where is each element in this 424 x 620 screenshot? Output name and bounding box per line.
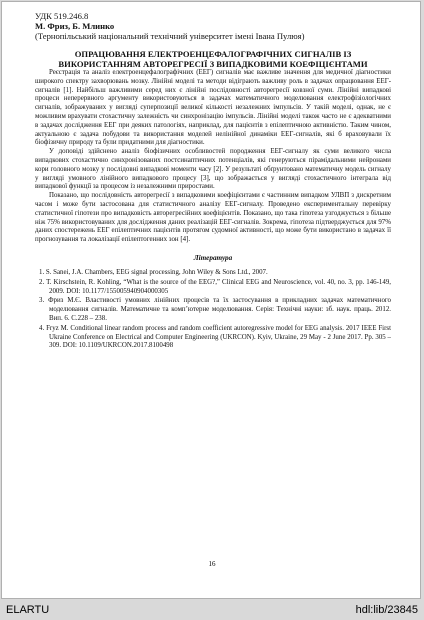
page-content bbox=[35, 11, 391, 352]
reference-item: 2. T. Kirschstein, R. Kohling, “What is the source of the EEG?,” Clinical EEG and Neuroscience, vol. 40, no. 3, pp. 146-149, 2009. DOI: 10.1177/155005940904000305 bbox=[39, 278, 391, 295]
footer-handle-label: hdl:lib/23845 bbox=[355, 604, 418, 616]
page-number: 16 bbox=[208, 560, 216, 568]
article-title: ОПРАЦЮВАННЯ ЕЛЕКТРОЕНЦЕФАЛОГРАФІЧНИХ СИГНАЛІВ ІЗ ВИКОРИСТАННЯМ АВТОРЕГРЕСІЇ З ВИПАДКОВИМИ КОЕФІЦІЄНТАМИ bbox=[58, 49, 368, 69]
reference-item: 1. S. Sanei, J.A. Chambers, EEG signal processing, John Wiley & Sons Ltd., 2007. bbox=[39, 268, 268, 276]
paragraph-intro: Реєстрація та аналіз електроенцефалографічних (ЕЕГ) сигналів має важливе значення для медичної діагностики широкого спектру захворювань мозку. Лінійні моделі та методи відіграють важливу роль в задачах опрацювання ЕЕГ-сигналів [1]. Найбільш важливими серед них є лінійні послідовності авторегресії ковзної суми. Лінійні випадкові процеси неперервного аргументу використовуються в задачах математичного моделювання електрофізіологічних сигналів, зображуваних у вигляді суперпозиції великої кількості незалежних імпульсів. У такій моделі, однак, не є можливим врахувати стохастичну залежність чи синхронізацію імпульсів. Лінійні моделі також часто не є адекватними в задачах дослідження ЕЕГ при деяких патологіях, наприклад, для пацієнтів з епілептичною активністю. Таким чином, актуальною є задача побудови та використання моделей нелінійної динаміки ЕЕГ-сигналів, які б враховували їх біофізичну природу та були придатними для діагностики. bbox=[35, 69, 391, 147]
document-page bbox=[1, 1, 421, 599]
references-list bbox=[35, 269, 391, 351]
reference-item: 4. Fryz M. Conditional linear random process and random coefficient autoregressive model for EEG analysis. 2017 IEEE First Ukraine Conference on Electrical and Computer Engineering (UKRCON). Kyiv, Ukraine, 29 May - 2 June 2017. Pp. 305 – 309. DOI: 10.1109/UKRCON.2017.8100498 bbox=[39, 324, 391, 350]
footer-repository-label: ELARTU bbox=[6, 604, 50, 616]
udc-code: УДК 519.246.8 bbox=[35, 11, 89, 21]
paragraph-results: Показано, що послідовність авторегресії з випадковими коефіцієнтами є частинним випадком УЛВП з дискретним часом і може бути застосована для статистичного аналізу ЕЕГ-сигналу. Проведено експериментальну перевірку статистичної гіпотези про випадковість авторегресійних коефіцієнтів. Показано, що така гіпотеза узгоджується з більше ніж 75% використовуваних для дослідження даних реалізацій ЕЕГ-сигналів. Зокрема, гіпотеза підтверджується для 97% даних спостережень ЕЕГ епілептичних пацієнтів протягом судомної активності, що може бути використано в задачах її прогнозування та локалізації епілептогенних зон [4]. bbox=[35, 192, 391, 244]
affiliation: (Тернопільський національний технічний університет імені Івана Пулюя) bbox=[35, 31, 305, 41]
references-heading: Література bbox=[193, 253, 233, 262]
paragraph-analysis: У доповіді здійснено аналіз біофізичних особливостей породження ЕЕГ-сигналу як суми великого числа випадкових стохастично синхронізованих постсинаптичних потенціалів, які генеруються пірамідальними нейронами кори головного мозку у послідовні випадкові моменти часу [2]. У результаті обґрунтовано математичну модель сигналу у вигляді умовного лінійного випадкового процесу [3], що зображається у вигляді стохастичного інтеграла від випадкової функції за процесом із незалежними приростами. bbox=[35, 148, 391, 191]
footer-bar bbox=[0, 600, 424, 620]
authors: М. Фриз, Б. Млинко bbox=[35, 21, 115, 31]
reference-item: 3. Фриз М.Є. Властивості умовних лінійних процесів та їх застосування в прикладних задачах математичного моделювання сигналів. Математичне та комп’ютерне моделювання. Серія: Технічні науки: зб. наук. праць. 2012. Вип. 6. С.228 – 238. bbox=[39, 297, 391, 322]
